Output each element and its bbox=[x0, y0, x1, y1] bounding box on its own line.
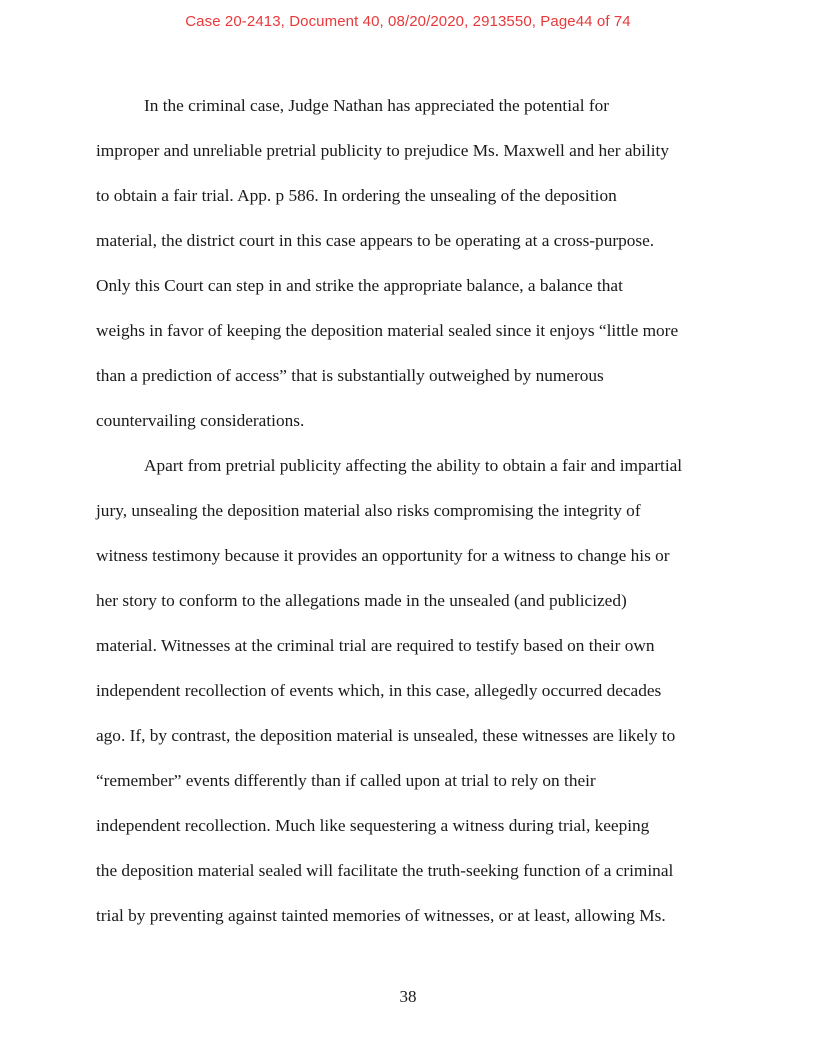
paragraph-2-line-4: her story to conform to the allegations made in the unsealed (and publicized) bbox=[96, 591, 627, 610]
paragraph-2-line-2: jury, unsealing the deposition material also risks compromising the integrity of bbox=[96, 501, 641, 520]
paragraph-2-line-5: material. Witnesses at the criminal trial are required to testify based on their own bbox=[96, 636, 655, 655]
case-header: Case 20-2413, Document 40, 08/20/2020, 2913550, Page44 of 74 bbox=[185, 13, 631, 30]
paragraph-1-line-8: countervailing considerations. bbox=[96, 411, 305, 430]
paragraph-2-line-9: independent recollection. Much like sequestering a witness during trial, keeping bbox=[96, 816, 650, 835]
paragraph-2-line-3: witness testimony because it provides an opportunity for a witness to change his or bbox=[96, 546, 670, 565]
paragraph-1-line-3: to obtain a fair trial. App. p 586. In ordering the unsealing of the deposition bbox=[96, 186, 617, 205]
paragraph-1-line-7: than a prediction of access” that is substantially outweighed by numerous bbox=[96, 366, 604, 385]
paragraph-2-line-11: trial by preventing against tainted memories of witnesses, or at least, allowing Ms. bbox=[96, 906, 666, 925]
paragraph-1-line-6: weighs in favor of keeping the deposition material sealed since it enjoys “little more bbox=[96, 321, 679, 340]
paragraph-1-line-2: improper and unreliable pretrial publicity to prejudice Ms. Maxwell and her ability bbox=[96, 141, 669, 160]
paragraph-2-line-10: the deposition material sealed will facilitate the truth-seeking function of a criminal bbox=[96, 861, 674, 880]
paragraph-1-line-5: Only this Court can step in and strike the appropriate balance, a balance that bbox=[96, 276, 623, 295]
paragraph-2-line-6: independent recollection of events which, in this case, allegedly occurred decades bbox=[96, 681, 662, 700]
page-number: 38 bbox=[399, 987, 417, 1006]
paragraph-2-line-7: ago. If, by contrast, the deposition material is unsealed, these witnesses are likely to bbox=[96, 726, 676, 745]
paragraph-2-line-8: “remember” events differently than if called upon at trial to rely on their bbox=[96, 771, 596, 790]
paragraph-1-line-4: material, the district court in this case appears to be operating at a cross-purpose. bbox=[96, 231, 655, 250]
paragraph-1-line-1: In the criminal case, Judge Nathan has appreciated the potential for bbox=[144, 96, 609, 115]
paragraph-2-line-1: Apart from pretrial publicity affecting the ability to obtain a fair and impartial bbox=[144, 456, 683, 475]
